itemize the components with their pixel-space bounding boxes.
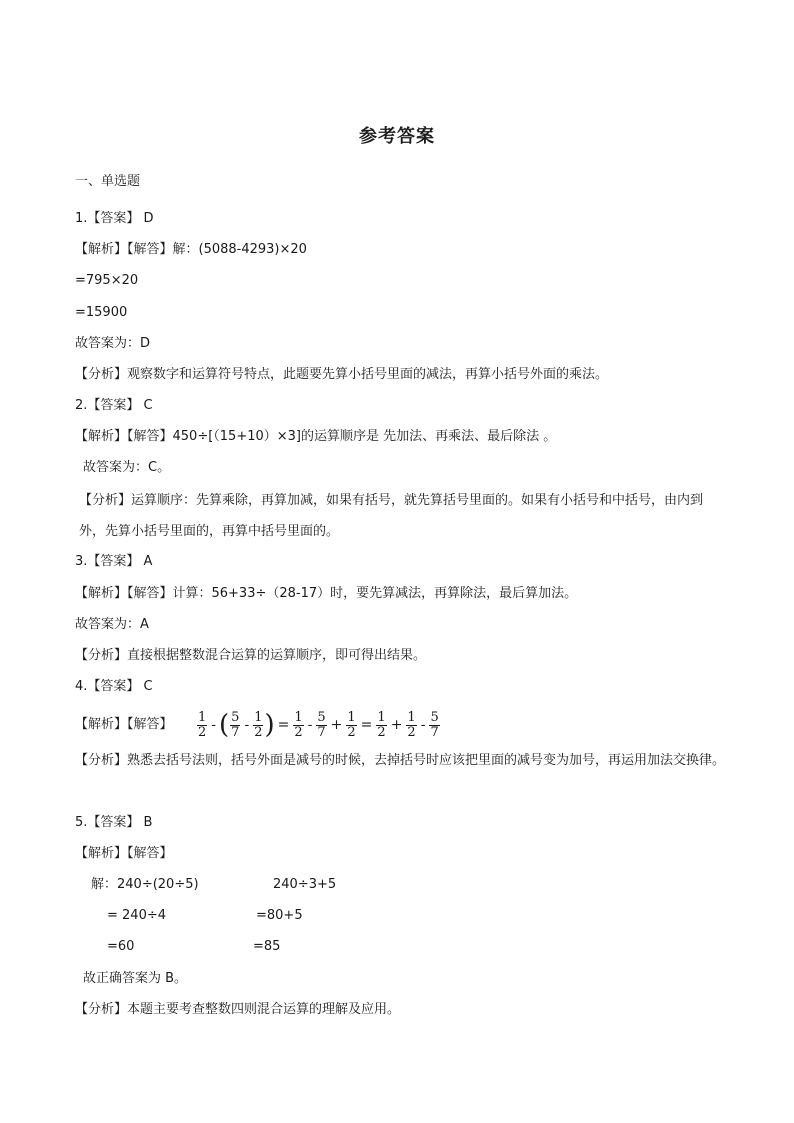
q4-solution-label: 【解析】【解答】 xyxy=(75,717,173,732)
fraction: $\frac{1}{2}$ xyxy=(294,709,303,740)
q1-solution-line: 【解析】【解答】解：(5088-4293)×20 xyxy=(75,242,307,257)
q4-formula: $\frac{1}{2}$ - ( $\frac{5}{7}$ - $\frac{1}{2}$ ) = $\frac{1}{2}$ - $\frac{5}{7}$ + $\frac{1}{2}$ = $\frac{1}{2}$ + $\frac{1}{2}$ - $\frac{5}{7}$ xyxy=(198,709,439,740)
q1-answer: 1.【答案】 D xyxy=(75,211,154,226)
q5-work-right: =80+5 xyxy=(256,908,303,923)
q1-solution-line: =15900 xyxy=(75,305,128,320)
section-heading: 一、单选题 xyxy=(75,174,141,189)
fraction: $\frac{1}{2}$ xyxy=(377,709,386,740)
q5-work-left: =60 xyxy=(107,939,135,954)
q2-analysis: 【分析】运算顺序：先算乘除，再算加减，如果有括号，就先算括号里面的。如果有小括号和中括号，由内到外，先算小括号里面的，再算中括号里面的。 xyxy=(79,493,704,539)
q1-analysis: 【分析】观察数字和运算符号特点，此题要先算小括号里面的减法，再算小括号外面的乘法。 xyxy=(75,367,609,382)
q1-solution-line: =795×20 xyxy=(75,273,139,288)
fraction: $\frac{1}{2}$ xyxy=(254,709,263,740)
q5-conclusion: 故正确答案为 B。 xyxy=(83,971,188,986)
q1-conclusion: 故答案为：D xyxy=(75,336,151,351)
q2-solution-line: 【解析】【解答】450÷[（15+10）×3]的运算顺序是 先加法、再乘法、最后除法 。 xyxy=(75,429,557,444)
q5-analysis: 【分析】本题主要考查整数四则混合运算的理解及应用。 xyxy=(75,1002,401,1017)
q5-work-left: 解：240÷(20÷5) xyxy=(91,877,199,892)
fraction: $\frac{5}{7}$ xyxy=(430,709,439,740)
fraction: $\frac{1}{2}$ xyxy=(407,709,416,740)
q5-work-right: 240÷3+5 xyxy=(273,877,337,892)
q5-solution-label: 【解析】【解答】 xyxy=(75,846,173,861)
q4-answer: 4.【答案】 C xyxy=(75,679,153,694)
q5-work-left: = 240÷4 xyxy=(107,908,167,923)
q5-work-right: =85 xyxy=(253,939,281,954)
q5-answer: 5.【答案】 B xyxy=(75,815,153,830)
fraction: $\frac{5}{7}$ xyxy=(231,709,240,740)
fraction: $\frac{1}{2}$ xyxy=(198,709,207,740)
fraction: $\frac{1}{2}$ xyxy=(347,709,356,740)
q3-solution-line: 【解析】【解答】计算：56+33÷（28-17）时，要先算减法，再算除法，最后算加法。 xyxy=(75,586,578,601)
page-title: 参考答案 xyxy=(359,126,435,147)
q4-analysis: 【分析】熟悉去括号法则，括号外面是减号的时候，去掉括号时应该把里面的减号变为加号，再运用加法交换律。 xyxy=(75,753,726,768)
q2-conclusion: 故答案为：C。 xyxy=(83,460,171,475)
q2-answer: 2.【答案】 C xyxy=(75,398,153,413)
fraction: $\frac{5}{7}$ xyxy=(317,709,326,740)
q3-conclusion: 故答案为：A xyxy=(75,617,149,632)
q3-answer: 3.【答案】 A xyxy=(75,554,153,569)
q3-analysis: 【分析】直接根据整数混合运算的运算顺序，即可得出结果。 xyxy=(75,648,427,663)
